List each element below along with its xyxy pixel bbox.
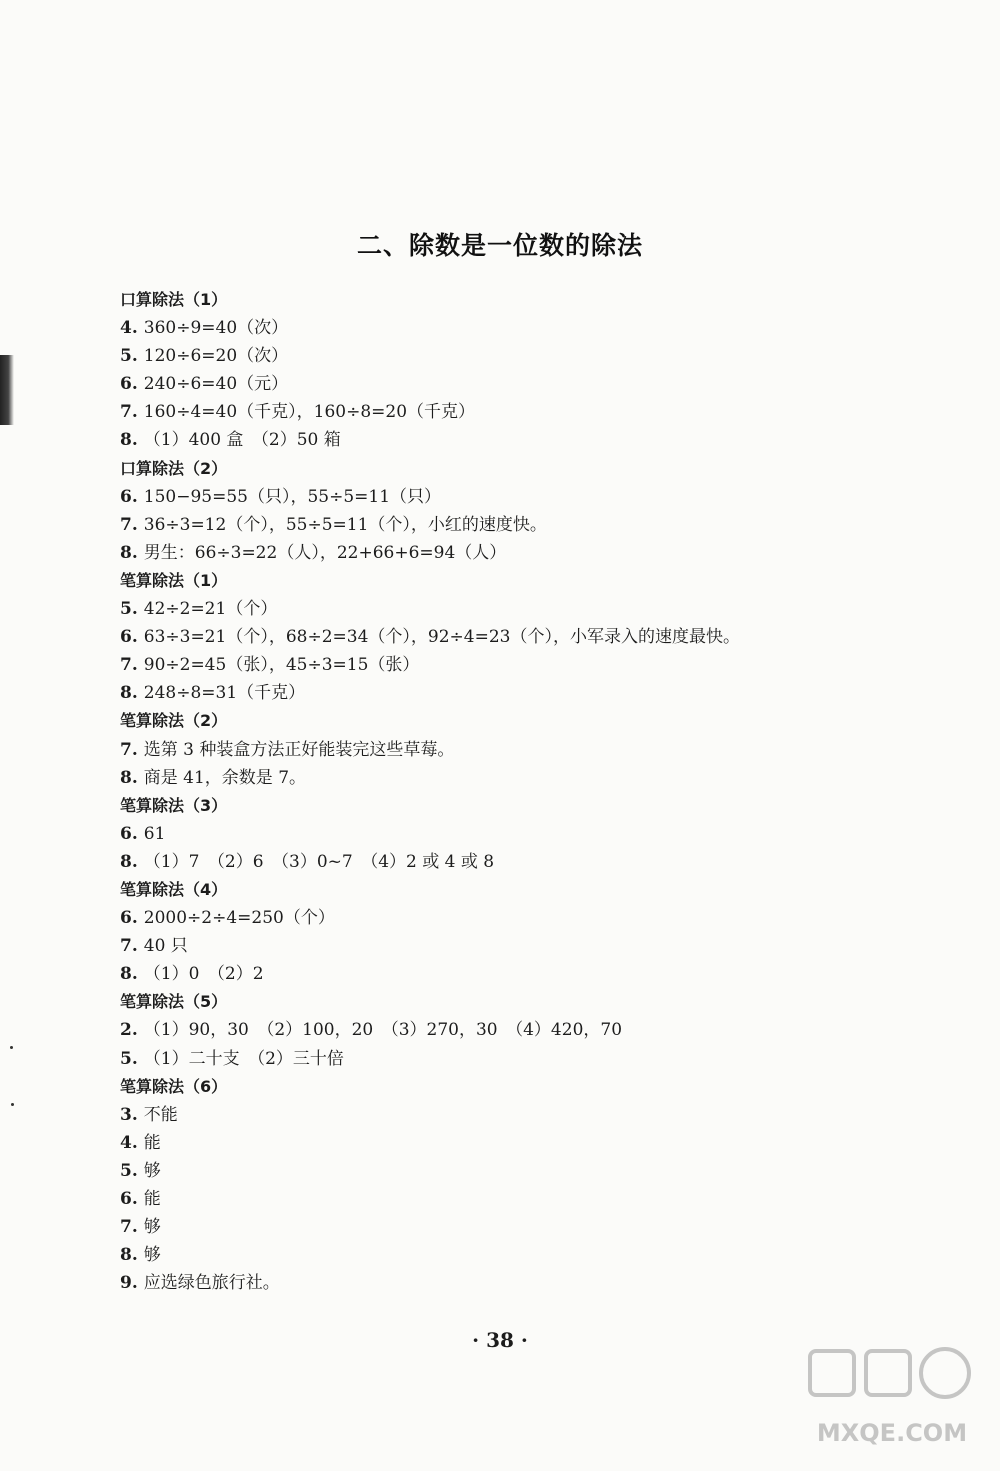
- answer-item: [120, 1241, 940, 1269]
- section-heading: 口算除法（1）: [120, 290, 228, 309]
- page-number: · 38 ·: [472, 1328, 528, 1352]
- item-answer: 商是 41，余数是 7。: [143, 767, 307, 788]
- item-answer: 应选绿色旅行社。: [143, 1273, 280, 1294]
- item-answer: 150−95=55（只），55÷5=11（只）: [143, 486, 442, 507]
- answer-item: [120, 736, 940, 764]
- item-number: 8.: [120, 1245, 138, 1266]
- item-answer: 36÷3=12（个），55÷5=11（个），小红的速度快。: [143, 514, 547, 535]
- item-answer: 120÷6=20（次）: [143, 346, 289, 367]
- item-number: 4.: [120, 318, 138, 339]
- item-answer: （1）90，30 （2）100，20 （3）270，30 （4）420，70: [143, 1020, 623, 1041]
- item-answer: 90÷2=45（张），45÷3=15（张）: [143, 655, 420, 676]
- watermark-logo: [800, 1343, 980, 1453]
- item-number: 8.: [120, 767, 138, 788]
- item-answer: 160÷4=40（千克），160÷8=20（千克）: [143, 402, 476, 423]
- item-answer: 240÷6=40（元）: [143, 374, 289, 395]
- section-heading: 笔算除法（4）: [120, 879, 228, 899]
- answer-item: [120, 904, 940, 932]
- item-number: 5.: [120, 1160, 138, 1181]
- answer-item: [120, 623, 940, 651]
- item-number: 6.: [120, 908, 138, 929]
- section-heading: 笔算除法（5）: [120, 992, 228, 1012]
- answer-item: [120, 595, 940, 623]
- section-heading: 笔算除法（6）: [120, 1076, 228, 1096]
- item-answer: （1）400 盒 （2）50 箱: [143, 430, 341, 451]
- scan-speck: [10, 1046, 13, 1049]
- answer-item: [120, 426, 940, 454]
- item-answer: 61: [143, 823, 166, 844]
- item-answer: （1）7 （2）6 （3）0~7 （4）2 或 4 或 8: [143, 851, 495, 872]
- item-answer: 够: [143, 1160, 161, 1181]
- item-number: 8.: [120, 851, 138, 872]
- item-number: 6.: [120, 627, 138, 648]
- answer-item: [120, 679, 940, 707]
- item-number: 5.: [120, 1048, 138, 1069]
- item-number: 7.: [120, 1217, 138, 1238]
- section-heading: 笔算除法（1）: [120, 570, 228, 590]
- item-number: 8.: [120, 430, 138, 451]
- item-answer: （1）二十支 （2）三十倍: [143, 1048, 344, 1069]
- item-number: 2.: [120, 1020, 138, 1041]
- item-number: 3.: [120, 1104, 138, 1125]
- answer-item: [120, 483, 940, 511]
- answer-item: [120, 820, 940, 848]
- scan-edge-mark: [0, 355, 14, 425]
- item-answer: 男生：66÷3=22（人），22+66+6=94（人）: [143, 542, 507, 563]
- section-heading: 口算除法（2）: [120, 458, 228, 478]
- item-answer: 40 只: [143, 936, 188, 957]
- item-number: 6.: [120, 1189, 138, 1209]
- answer-item: [120, 1101, 940, 1129]
- item-number: 8.: [120, 683, 138, 704]
- item-number: 5.: [120, 599, 138, 620]
- page-title: 二、除数是一位数的除法: [356, 231, 643, 260]
- item-answer: 能: [143, 1189, 161, 1209]
- item-number: 7.: [120, 655, 138, 676]
- answer-item: [120, 314, 940, 342]
- answer-item: [120, 764, 940, 792]
- item-number: 9.: [120, 1273, 138, 1294]
- answer-item: [120, 932, 940, 960]
- item-number: 8.: [120, 964, 138, 985]
- item-answer: 42÷2=21（个）: [143, 599, 278, 620]
- answer-item: [120, 1185, 940, 1213]
- answer-item: [120, 1045, 940, 1073]
- item-number: 6.: [120, 823, 138, 844]
- answer-item: [120, 370, 940, 398]
- answer-item: [120, 1016, 940, 1044]
- item-number: 6.: [120, 486, 138, 507]
- item-number: 5.: [120, 346, 138, 367]
- answer-item: [120, 1269, 940, 1297]
- item-answer: 选第 3 种装盒方法正好能装完这些草莓。: [143, 739, 455, 760]
- item-answer: 能: [143, 1132, 161, 1153]
- item-answer: 够: [143, 1245, 161, 1266]
- answer-item: [120, 1213, 940, 1241]
- item-number: 7.: [120, 739, 138, 760]
- answer-item: [120, 848, 940, 876]
- item-number: 4.: [120, 1132, 138, 1153]
- answer-item: [120, 511, 940, 539]
- item-number: 6.: [120, 374, 138, 395]
- answer-list: [120, 286, 940, 1297]
- answer-item: [120, 651, 940, 679]
- item-number: 7.: [120, 402, 138, 423]
- item-answer: 360÷9=40（次）: [143, 318, 289, 339]
- item-number: 7.: [120, 514, 138, 535]
- answer-item: [120, 539, 940, 567]
- item-answer: 248÷8=31（千克）: [143, 683, 306, 704]
- watermark-text: MXQE.COM: [816, 1419, 968, 1447]
- answer-item: [120, 342, 940, 370]
- scan-speck: [11, 1103, 14, 1106]
- item-number: 7.: [120, 936, 138, 957]
- answer-item: [120, 1157, 940, 1185]
- section-heading: 笔算除法（2）: [120, 711, 228, 731]
- item-answer: 63÷3=21（个），68÷2=34（个），92÷4=23（个），小军录入的速度最快。: [143, 627, 740, 648]
- answer-item: [120, 960, 940, 988]
- item-answer: （1）0 （2）2: [143, 964, 264, 985]
- item-number: 8.: [120, 542, 138, 563]
- answer-item: [120, 1129, 940, 1157]
- answer-item: [120, 398, 940, 426]
- item-answer: 2000÷2÷4=250（个）: [143, 908, 335, 929]
- item-answer: 够: [143, 1217, 161, 1238]
- item-answer: 不能: [143, 1104, 178, 1125]
- section-heading: 笔算除法（3）: [120, 795, 228, 815]
